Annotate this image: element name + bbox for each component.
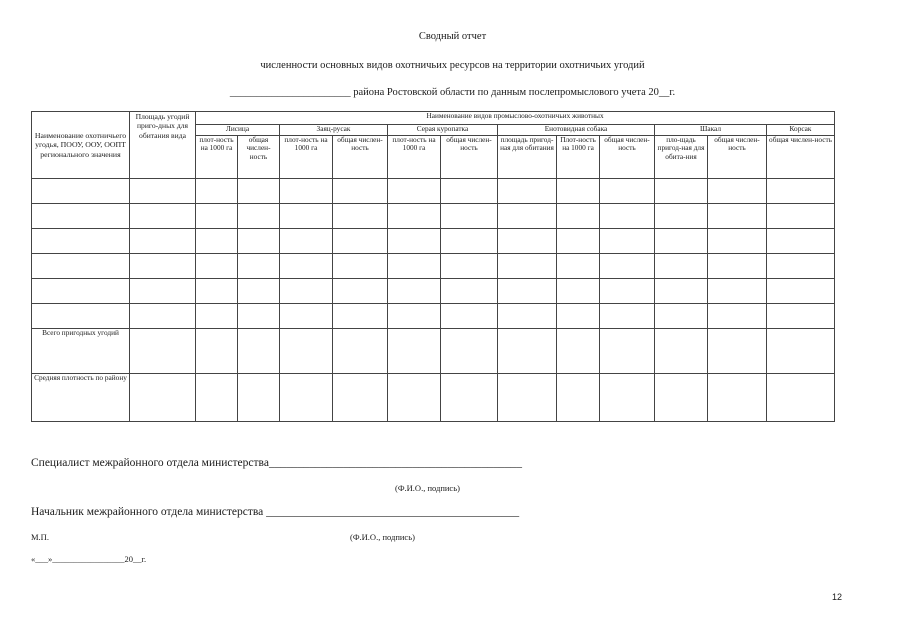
table-cell[interactable] [130, 279, 196, 304]
table-cell[interactable] [333, 304, 388, 329]
table-cell[interactable] [557, 304, 600, 329]
table-cell[interactable] [238, 254, 280, 279]
table-cell[interactable] [388, 229, 441, 254]
table-cell[interactable] [238, 229, 280, 254]
table-row [32, 229, 835, 254]
table-cell[interactable] [196, 229, 238, 254]
table-cell[interactable] [557, 329, 600, 374]
table-cell[interactable] [441, 229, 498, 254]
table-cell[interactable] [557, 229, 600, 254]
table-cell[interactable] [655, 179, 708, 204]
table-cell[interactable] [441, 329, 498, 374]
subheader-cell: общая числен-ность [600, 136, 655, 179]
specialist-signature-field[interactable]: ____________________________________________ [268, 457, 522, 469]
total-label: Всего пригодных угодий [32, 329, 130, 374]
table-cell[interactable] [655, 279, 708, 304]
table-cell[interactable] [280, 279, 333, 304]
species-header: Заяц-русак [280, 125, 388, 136]
table-cell[interactable] [388, 374, 441, 422]
col-name-header: Наименование охотничьего угодья, ПООУ, ООУ, ООПТ регионального значения [32, 112, 130, 179]
table-cell[interactable] [238, 279, 280, 304]
table-cell[interactable] [767, 254, 835, 279]
table-cell[interactable] [655, 204, 708, 229]
species-header: Шакал [655, 125, 767, 136]
table-cell[interactable] [557, 254, 600, 279]
table-row [32, 304, 835, 329]
table-row [32, 279, 835, 304]
table-cell[interactable] [441, 304, 498, 329]
date-field[interactable]: «___»_________________20__г. [31, 554, 147, 564]
subheader-cell: плот-ность на 1000 га [280, 136, 333, 179]
table-cell[interactable] [498, 279, 557, 304]
table-cell[interactable] [441, 204, 498, 229]
table-cell[interactable] [600, 229, 655, 254]
subheader-cell: общая числен-ность [708, 136, 767, 179]
table-cell[interactable] [600, 179, 655, 204]
table-cell[interactable] [130, 229, 196, 254]
table-cell[interactable] [32, 304, 130, 329]
table-cell[interactable] [708, 279, 767, 304]
table-row [32, 179, 835, 204]
table-cell[interactable] [708, 374, 767, 422]
species-group-header: Наименование видов промыслово-охотничьих животных [196, 112, 835, 125]
table-cell[interactable] [708, 204, 767, 229]
table-header-row-1 [32, 112, 835, 125]
table-cell[interactable] [557, 279, 600, 304]
table-cell[interactable] [498, 179, 557, 204]
col-area-header: Площадь угодий приго-дных для обитания вида [130, 112, 196, 179]
table-cell[interactable] [708, 329, 767, 374]
table-cell[interactable] [557, 204, 600, 229]
table-cell[interactable] [767, 374, 835, 422]
table-cell[interactable] [600, 329, 655, 374]
table-cell[interactable] [655, 374, 708, 422]
table-cell[interactable] [600, 374, 655, 422]
table-cell[interactable] [557, 374, 600, 422]
table-cell[interactable] [388, 329, 441, 374]
fio-caption: (Ф.И.О., подпись) [395, 483, 460, 493]
table-cell[interactable] [333, 329, 388, 374]
table-cell[interactable] [388, 304, 441, 329]
species-header: Енотовидная собака [498, 125, 655, 136]
table-cell[interactable] [333, 279, 388, 304]
table-cell[interactable] [280, 374, 333, 422]
table-cell[interactable] [767, 204, 835, 229]
subheader-cell: общая числен-ность [333, 136, 388, 179]
table-cell[interactable] [238, 204, 280, 229]
table-cell[interactable] [333, 254, 388, 279]
district-line [0, 87, 905, 98]
table-cell[interactable] [333, 204, 388, 229]
table-cell[interactable] [333, 374, 388, 422]
table-cell[interactable] [441, 179, 498, 204]
table-cell[interactable] [280, 254, 333, 279]
table-cell[interactable] [280, 304, 333, 329]
report-table [31, 111, 835, 422]
table-cell[interactable] [32, 204, 130, 229]
subheader-cell: площадь пригод-ная для обитания [498, 136, 557, 179]
table-cell[interactable] [498, 304, 557, 329]
table-cell[interactable] [498, 329, 557, 374]
table-cell[interactable] [708, 254, 767, 279]
table-cell[interactable] [196, 254, 238, 279]
table-cell[interactable] [441, 254, 498, 279]
table-cell[interactable] [767, 329, 835, 374]
chief-signature-line [31, 506, 519, 518]
table-cell[interactable] [600, 279, 655, 304]
subheader-cell: общая числен-ность [767, 136, 835, 179]
table-cell[interactable] [388, 204, 441, 229]
table-cell[interactable] [130, 374, 196, 422]
table-cell[interactable] [708, 179, 767, 204]
table-cell[interactable] [196, 204, 238, 229]
table-cell[interactable] [196, 304, 238, 329]
table-cell[interactable] [388, 179, 441, 204]
table-cell[interactable] [655, 304, 708, 329]
report-title: Сводный отчет [418, 31, 487, 42]
table-cell[interactable] [767, 229, 835, 254]
table-cell[interactable] [557, 179, 600, 204]
table-cell[interactable] [655, 254, 708, 279]
table-cell[interactable] [196, 329, 238, 374]
table-cell[interactable] [388, 254, 441, 279]
table-cell[interactable] [130, 254, 196, 279]
district-blank: _______________________ [229, 87, 351, 98]
subheader-cell: плот-ность на 1000 га [196, 136, 238, 179]
table-cell[interactable] [441, 374, 498, 422]
table-cell[interactable] [280, 329, 333, 374]
table-cell[interactable] [600, 204, 655, 229]
district-text: района Ростовской области по данным послепромыслового учета 20__г. [353, 87, 676, 98]
chief-signature-field[interactable]: ____________________________________________ [266, 506, 520, 518]
specialist-signature-line [31, 457, 522, 469]
table-cell[interactable] [498, 204, 557, 229]
table-cell[interactable] [498, 374, 557, 422]
subheader-cell: общая числен-ность [441, 136, 498, 179]
table-cell[interactable] [333, 179, 388, 204]
table-cell[interactable] [196, 179, 238, 204]
table-cell[interactable] [280, 179, 333, 204]
table-cell[interactable] [238, 329, 280, 374]
table-cell[interactable] [498, 229, 557, 254]
report-subtitle: численности основных видов охотничьих ресурсов на территории охотничьих угодий [260, 60, 645, 71]
stamp-place-label: М.П. [31, 532, 49, 542]
table-cell[interactable] [196, 279, 238, 304]
table-cell[interactable] [333, 229, 388, 254]
table-cell[interactable] [130, 329, 196, 374]
table-cell[interactable] [238, 304, 280, 329]
table-cell[interactable] [767, 179, 835, 204]
table-cell[interactable] [767, 279, 835, 304]
table-cell[interactable] [32, 254, 130, 279]
table-cell[interactable] [32, 179, 130, 204]
species-header: Корсак [767, 125, 835, 136]
fio-caption: (Ф.И.О., подпись) [350, 532, 415, 542]
table-cell[interactable] [130, 204, 196, 229]
species-header: Серая куропатка [388, 125, 498, 136]
table-cell[interactable] [280, 229, 333, 254]
table-cell[interactable] [767, 304, 835, 329]
page-number: 12 [832, 592, 843, 602]
table-cell[interactable] [196, 374, 238, 422]
table-cell[interactable] [600, 254, 655, 279]
table-cell[interactable] [708, 229, 767, 254]
table-cell[interactable] [130, 179, 196, 204]
table-cell[interactable] [32, 279, 130, 304]
subheader-cell: пло-щадь пригод-ная для обита-ния [655, 136, 708, 179]
table-row-total [32, 329, 835, 374]
species-header: Лисица [196, 125, 280, 136]
subheader-cell: общая числен-ность [238, 136, 280, 179]
chief-label: Начальник межрайонного отдела министерства [31, 506, 264, 518]
table-cell[interactable] [441, 279, 498, 304]
table-cell[interactable] [655, 329, 708, 374]
table-row-average [32, 374, 835, 422]
table-cell[interactable] [32, 229, 130, 254]
table-cell[interactable] [130, 304, 196, 329]
average-label: Средняя плотность по району [32, 374, 130, 422]
table-cell[interactable] [280, 204, 333, 229]
specialist-label: Специалист межрайонного отдела министерства [31, 457, 269, 469]
table-cell[interactable] [655, 229, 708, 254]
table-cell[interactable] [238, 374, 280, 422]
table-cell[interactable] [600, 304, 655, 329]
table-cell[interactable] [388, 279, 441, 304]
subheader-cell: Плот-ность на 1000 га [557, 136, 600, 179]
table-row [32, 254, 835, 279]
table-row [32, 204, 835, 229]
table-cell[interactable] [498, 254, 557, 279]
subheader-cell: плот-ность на 1000 га [388, 136, 441, 179]
table-cell[interactable] [708, 304, 767, 329]
table-cell[interactable] [238, 179, 280, 204]
